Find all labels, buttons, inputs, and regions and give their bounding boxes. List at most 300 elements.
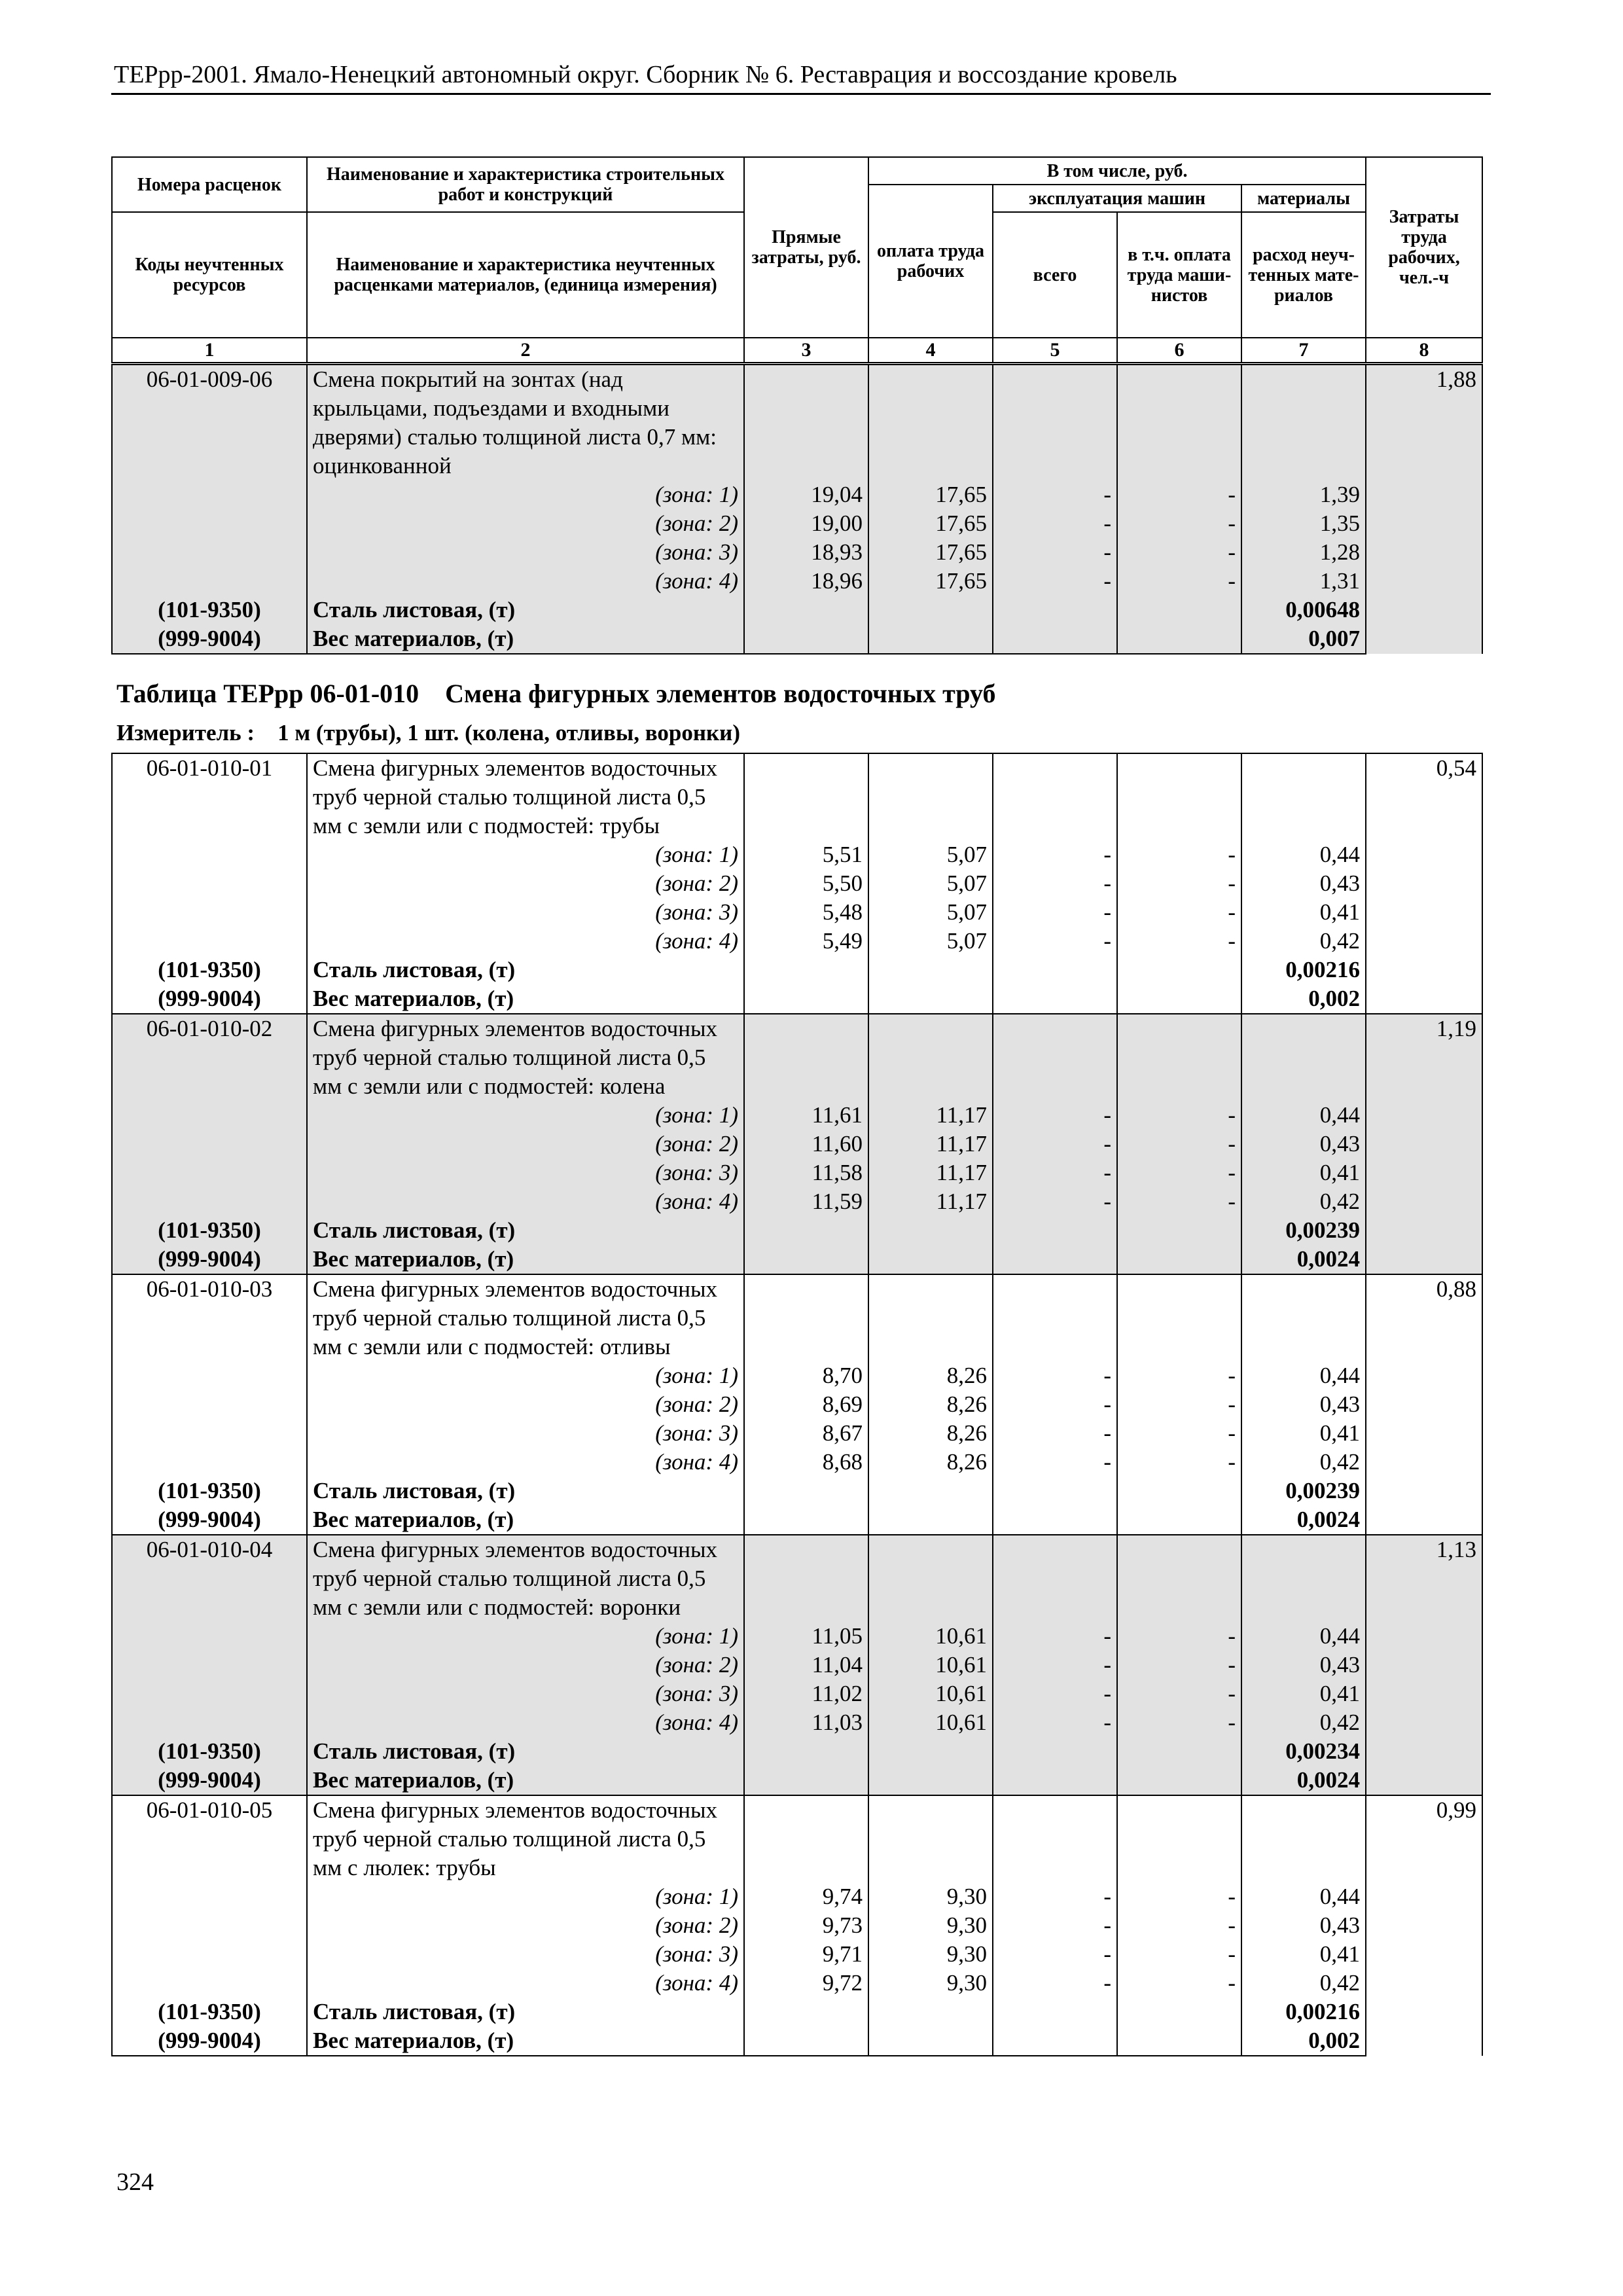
resource-name: Вес материалов, (т) xyxy=(307,624,744,654)
machines-total-value: - xyxy=(993,927,1117,956)
machinist-wages-value: - xyxy=(1117,1708,1241,1737)
empty-cell xyxy=(868,2026,993,2056)
machinist-wages-value: - xyxy=(1117,898,1241,927)
direct-costs-value: 5,50 xyxy=(744,869,868,898)
zone-label: (зона: 3) xyxy=(307,1419,744,1448)
materials-value: 0,42 xyxy=(1241,927,1366,956)
resource-name: Сталь листовая, (т) xyxy=(307,1477,744,1505)
empty-cell xyxy=(744,1245,868,1274)
zone-label: (зона: 4) xyxy=(307,927,744,956)
empty-cell xyxy=(112,480,307,509)
empty-cell xyxy=(112,1101,307,1130)
resource-name: Сталь листовая, (т) xyxy=(307,1216,744,1245)
rate-entry-header-row xyxy=(112,1535,1482,1622)
empty-cell xyxy=(1241,1535,1366,1622)
direct-costs-value: 5,51 xyxy=(744,840,868,869)
materials-value: 0,43 xyxy=(1241,1130,1366,1158)
empty-cell xyxy=(993,1737,1117,1766)
empty-cell xyxy=(744,1795,868,1882)
rates-table-06-01-009 xyxy=(111,364,1483,655)
rate-code: 06-01-010-01 xyxy=(112,753,307,840)
zone-label: (зона: 3) xyxy=(307,538,744,567)
materials-value: 0,42 xyxy=(1241,1708,1366,1737)
resource-row xyxy=(112,956,1482,984)
worker-wages-value: 11,17 xyxy=(868,1158,993,1187)
running-header: ТЕРрр-2001. Ямало-Ненецкий автономный округ. Сборник № 6. Реставрация и воссоздание кровель xyxy=(114,61,1177,88)
materials-value: 0,43 xyxy=(1241,869,1366,898)
empty-cell xyxy=(868,624,993,654)
empty-cell xyxy=(1117,1535,1241,1622)
worker-wages-value: 10,61 xyxy=(868,1679,993,1708)
zone-row xyxy=(112,1911,1482,1940)
empty-cell xyxy=(112,509,307,538)
resource-row xyxy=(112,596,1482,624)
page-number: 324 xyxy=(116,2168,154,2196)
resource-code: (999-9004) xyxy=(112,1505,307,1535)
machines-total-value: - xyxy=(993,1708,1117,1737)
empty-cell xyxy=(112,1969,307,1998)
direct-costs-value: 11,61 xyxy=(744,1101,868,1130)
resource-consumption: 0,00234 xyxy=(1241,1737,1366,1766)
worker-wages-value: 9,30 xyxy=(868,1882,993,1911)
materials-value: 0,43 xyxy=(1241,1651,1366,1679)
empty-cell xyxy=(1241,365,1366,480)
empty-cell xyxy=(744,2026,868,2056)
direct-costs-value: 9,71 xyxy=(744,1940,868,1969)
col-header-material-consumption: расход неуч-тенных мате-риалов xyxy=(1241,212,1366,338)
materials-value: 0,41 xyxy=(1241,1940,1366,1969)
empty-cell xyxy=(1117,1216,1241,1245)
machines-total-value: - xyxy=(993,567,1117,596)
empty-cell xyxy=(744,1998,868,2026)
empty-cell xyxy=(112,1679,307,1708)
empty-cell xyxy=(744,596,868,624)
empty-cell xyxy=(744,1766,868,1795)
zone-row xyxy=(112,1882,1482,1911)
resource-code: (101-9350) xyxy=(112,1216,307,1245)
empty-cell xyxy=(1117,1014,1241,1101)
col-number: 6 xyxy=(1117,338,1241,363)
rate-code: 06-01-009-06 xyxy=(112,365,307,480)
materials-value: 0,42 xyxy=(1241,1969,1366,1998)
empty-cell xyxy=(744,956,868,984)
worker-wages-value: 17,65 xyxy=(868,509,993,538)
direct-costs-value: 11,59 xyxy=(744,1187,868,1216)
zone-label: (зона: 1) xyxy=(307,1101,744,1130)
meter-value: 1 м (трубы), 1 шт. (колена, отливы, воронки) xyxy=(277,720,740,745)
machines-total-value: - xyxy=(993,869,1117,898)
zone-label: (зона: 3) xyxy=(307,1158,744,1187)
empty-cell xyxy=(1117,365,1241,480)
zone-row xyxy=(112,1419,1482,1448)
machines-total-value: - xyxy=(993,480,1117,509)
zone-label: (зона: 4) xyxy=(307,1187,744,1216)
empty-cell xyxy=(1241,1274,1366,1361)
empty-cell xyxy=(112,1130,307,1158)
rate-code: 06-01-010-05 xyxy=(112,1795,307,1882)
empty-cell xyxy=(993,596,1117,624)
zone-row xyxy=(112,927,1482,956)
zone-row xyxy=(112,1969,1482,1998)
table-meter xyxy=(116,719,740,747)
direct-costs-value: 8,69 xyxy=(744,1390,868,1419)
rate-entry-header-row xyxy=(112,1795,1482,1882)
empty-cell xyxy=(112,1390,307,1419)
zone-row xyxy=(112,1158,1482,1187)
zone-row xyxy=(112,1708,1482,1737)
machines-total-value: - xyxy=(993,1130,1117,1158)
resource-row xyxy=(112,1477,1482,1505)
resource-code: (101-9350) xyxy=(112,1737,307,1766)
rate-code: 06-01-010-03 xyxy=(112,1274,307,1361)
col-header-material-names: Наименование и характеристика неучтенных расценками материалов, (единица измерения) xyxy=(307,212,744,338)
worker-wages-value: 5,07 xyxy=(868,927,993,956)
empty-cell xyxy=(744,1014,868,1101)
table-caption-number: Таблица ТЕРрр 06-01-010 xyxy=(116,679,419,708)
resource-code: (999-9004) xyxy=(112,1245,307,1274)
materials-value: 0,41 xyxy=(1241,898,1366,927)
machinist-wages-value: - xyxy=(1117,1361,1241,1390)
zone-label: (зона: 3) xyxy=(307,1940,744,1969)
empty-cell xyxy=(1117,624,1241,654)
machinist-wages-value: - xyxy=(1117,1622,1241,1651)
worker-wages-value: 11,17 xyxy=(868,1101,993,1130)
machinist-wages-value: - xyxy=(1117,1969,1241,1998)
zone-row xyxy=(112,1101,1482,1130)
col-header-labor-costs: Затраты труда рабочих, чел.-ч xyxy=(1366,157,1482,338)
machinist-wages-value: - xyxy=(1117,567,1241,596)
empty-cell xyxy=(112,567,307,596)
empty-cell xyxy=(112,1708,307,1737)
resource-code: (999-9004) xyxy=(112,984,307,1014)
empty-cell xyxy=(1117,1274,1241,1361)
empty-cell xyxy=(1117,1245,1241,1274)
empty-cell xyxy=(744,1737,868,1766)
resource-name: Сталь листовая, (т) xyxy=(307,956,744,984)
resource-consumption: 0,002 xyxy=(1241,984,1366,1014)
materials-value: 1,28 xyxy=(1241,538,1366,567)
machines-total-value: - xyxy=(993,538,1117,567)
worker-wages-value: 9,30 xyxy=(868,1911,993,1940)
materials-value: 1,31 xyxy=(1241,567,1366,596)
direct-costs-value: 9,73 xyxy=(744,1911,868,1940)
col-header-resource-codes: Коды неучтенных ресурсов xyxy=(112,212,307,338)
materials-value: 0,44 xyxy=(1241,1361,1366,1390)
rate-description: Смена фигурных элементов водосточных труб черной сталью толщиной листа 0,5 мм с земли или с подмостей: трубы xyxy=(307,753,744,840)
empty-cell xyxy=(744,1216,868,1245)
zone-row xyxy=(112,1390,1482,1419)
empty-cell xyxy=(993,2026,1117,2056)
empty-cell xyxy=(1117,1737,1241,1766)
zone-label: (зона: 3) xyxy=(307,898,744,927)
rate-description: Смена фигурных элементов водосточных труб черной сталью толщиной листа 0,5 мм с люлек: трубы xyxy=(307,1795,744,1882)
zone-label: (зона: 3) xyxy=(307,1679,744,1708)
resource-consumption: 0,00216 xyxy=(1241,956,1366,984)
zone-label: (зона: 4) xyxy=(307,1969,744,1998)
col-number: 1 xyxy=(112,338,307,363)
zone-label: (зона: 4) xyxy=(307,567,744,596)
resource-name: Сталь листовая, (т) xyxy=(307,1998,744,2026)
zone-label: (зона: 2) xyxy=(307,1911,744,1940)
empty-cell xyxy=(868,1477,993,1505)
rate-description: Смена фигурных элементов водосточных труб черной сталью толщиной листа 0,5 мм с земли или с подмостей: колена xyxy=(307,1014,744,1101)
machinist-wages-value: - xyxy=(1117,538,1241,567)
meter-label: Измеритель : xyxy=(116,720,255,745)
materials-value: 0,41 xyxy=(1241,1679,1366,1708)
materials-value: 1,35 xyxy=(1241,509,1366,538)
empty-cell xyxy=(868,753,993,840)
resource-code: (101-9350) xyxy=(112,1998,307,2026)
resource-code: (999-9004) xyxy=(112,624,307,654)
worker-wages-value: 10,61 xyxy=(868,1708,993,1737)
resource-row xyxy=(112,984,1482,1014)
direct-costs-value: 19,00 xyxy=(744,509,868,538)
table-caption-name: Смена фигурных элементов водосточных труб xyxy=(445,679,996,708)
worker-wages-value: 11,17 xyxy=(868,1130,993,1158)
empty-cell xyxy=(112,1651,307,1679)
resource-code: (101-9350) xyxy=(112,596,307,624)
empty-cell xyxy=(868,1535,993,1622)
empty-cell xyxy=(1117,956,1241,984)
zone-label: (зона: 4) xyxy=(307,1708,744,1737)
resource-name: Сталь листовая, (т) xyxy=(307,1737,744,1766)
zone-row xyxy=(112,869,1482,898)
rates-table-06-01-010 xyxy=(111,753,1483,2056)
machines-total-value: - xyxy=(993,1390,1117,1419)
zone-row xyxy=(112,1187,1482,1216)
resource-consumption: 0,0024 xyxy=(1241,1245,1366,1274)
col-number: 5 xyxy=(993,338,1117,363)
machines-total-value: - xyxy=(993,509,1117,538)
machinist-wages-value: - xyxy=(1117,1419,1241,1448)
empty-cell xyxy=(993,1795,1117,1882)
empty-cell xyxy=(993,753,1117,840)
zone-label: (зона: 1) xyxy=(307,480,744,509)
machinist-wages-value: - xyxy=(1117,1101,1241,1130)
zone-label: (зона: 2) xyxy=(307,509,744,538)
rate-entry-header-row xyxy=(112,1014,1482,1101)
materials-value: 0,41 xyxy=(1241,1419,1366,1448)
direct-costs-value: 11,58 xyxy=(744,1158,868,1187)
empty-cell xyxy=(112,927,307,956)
resource-row xyxy=(112,1998,1482,2026)
rate-code: 06-01-010-04 xyxy=(112,1535,307,1622)
machines-total-value: - xyxy=(993,1882,1117,1911)
zone-row xyxy=(112,538,1482,567)
empty-cell xyxy=(744,365,868,480)
zone-row xyxy=(112,898,1482,927)
empty-cell xyxy=(112,1448,307,1477)
empty-cell xyxy=(1117,1795,1241,1882)
empty-cell xyxy=(993,1014,1117,1101)
direct-costs-value: 11,60 xyxy=(744,1130,868,1158)
empty-cell xyxy=(112,538,307,567)
empty-cell xyxy=(744,1505,868,1535)
zone-label: (зона: 1) xyxy=(307,840,744,869)
column-header-table xyxy=(111,156,1483,363)
empty-cell xyxy=(1117,1477,1241,1505)
resource-row xyxy=(112,1505,1482,1535)
resource-consumption: 0,00648 xyxy=(1241,596,1366,624)
labor-costs: 0,54 xyxy=(1366,753,1482,1014)
empty-cell xyxy=(1117,984,1241,1014)
direct-costs-value: 5,49 xyxy=(744,927,868,956)
empty-cell xyxy=(744,1535,868,1622)
zone-label: (зона: 2) xyxy=(307,1390,744,1419)
direct-costs-value: 8,70 xyxy=(744,1361,868,1390)
materials-value: 0,43 xyxy=(1241,1390,1366,1419)
rate-entry-header-row xyxy=(112,365,1482,480)
empty-cell xyxy=(744,753,868,840)
labor-costs: 1,88 xyxy=(1366,365,1482,654)
direct-costs-value: 8,68 xyxy=(744,1448,868,1477)
direct-costs-value: 9,74 xyxy=(744,1882,868,1911)
zone-row xyxy=(112,567,1482,596)
empty-cell xyxy=(112,869,307,898)
machines-total-value: - xyxy=(993,1911,1117,1940)
empty-cell xyxy=(868,1795,993,1882)
empty-cell xyxy=(112,1187,307,1216)
resource-code: (999-9004) xyxy=(112,1766,307,1795)
resource-row xyxy=(112,1766,1482,1795)
resource-row xyxy=(112,1216,1482,1245)
empty-cell xyxy=(868,1274,993,1361)
resource-consumption: 0,00239 xyxy=(1241,1216,1366,1245)
empty-cell xyxy=(868,1245,993,1274)
machines-total-value: - xyxy=(993,1187,1117,1216)
resource-row xyxy=(112,1245,1482,1274)
machinist-wages-value: - xyxy=(1117,1448,1241,1477)
empty-cell xyxy=(868,1216,993,1245)
machines-total-value: - xyxy=(993,1361,1117,1390)
col-header-worker-wages: оплата труда рабочих xyxy=(868,185,993,338)
empty-cell xyxy=(993,1535,1117,1622)
empty-cell xyxy=(1241,1014,1366,1101)
zone-label: (зона: 2) xyxy=(307,869,744,898)
empty-cell xyxy=(868,365,993,480)
worker-wages-value: 11,17 xyxy=(868,1187,993,1216)
empty-cell xyxy=(1117,1998,1241,2026)
machinist-wages-value: - xyxy=(1117,1882,1241,1911)
worker-wages-value: 10,61 xyxy=(868,1622,993,1651)
header-rule xyxy=(111,93,1491,95)
empty-cell xyxy=(1241,1795,1366,1882)
worker-wages-value: 9,30 xyxy=(868,1940,993,1969)
zone-label: (зона: 2) xyxy=(307,1651,744,1679)
empty-cell xyxy=(112,1419,307,1448)
resource-code: (101-9350) xyxy=(112,1477,307,1505)
empty-cell xyxy=(868,596,993,624)
machines-total-value: - xyxy=(993,1622,1117,1651)
machines-total-value: - xyxy=(993,1419,1117,1448)
resource-code: (101-9350) xyxy=(112,956,307,984)
resource-consumption: 0,002 xyxy=(1241,2026,1366,2056)
empty-cell xyxy=(993,1245,1117,1274)
resource-consumption: 0,007 xyxy=(1241,624,1366,654)
zone-label: (зона: 2) xyxy=(307,1130,744,1158)
direct-costs-value: 11,03 xyxy=(744,1708,868,1737)
rate-entry-header-row xyxy=(112,1274,1482,1361)
zone-row xyxy=(112,1448,1482,1477)
worker-wages-value: 5,07 xyxy=(868,869,993,898)
machinist-wages-value: - xyxy=(1117,1940,1241,1969)
resource-name: Вес материалов, (т) xyxy=(307,2026,744,2056)
col-header-work-name: Наименование и характеристика строительных работ и конструкций xyxy=(307,157,744,212)
empty-cell xyxy=(1117,2026,1241,2056)
worker-wages-value: 17,65 xyxy=(868,538,993,567)
machinist-wages-value: - xyxy=(1117,1911,1241,1940)
direct-costs-value: 5,48 xyxy=(744,898,868,927)
empty-cell xyxy=(993,1505,1117,1535)
empty-cell xyxy=(868,1014,993,1101)
direct-costs-value: 8,67 xyxy=(744,1419,868,1448)
machines-total-value: - xyxy=(993,1940,1117,1969)
machinist-wages-value: - xyxy=(1117,927,1241,956)
zone-row xyxy=(112,1940,1482,1969)
col-header-direct-costs: Прямые затраты, руб. xyxy=(744,157,868,338)
materials-value: 0,41 xyxy=(1241,1158,1366,1187)
worker-wages-value: 8,26 xyxy=(868,1361,993,1390)
resource-row xyxy=(112,1737,1482,1766)
empty-cell xyxy=(868,1766,993,1795)
empty-cell xyxy=(993,1766,1117,1795)
zone-row xyxy=(112,1361,1482,1390)
empty-cell xyxy=(868,1737,993,1766)
machines-total-value: - xyxy=(993,1448,1117,1477)
col-number: 2 xyxy=(307,338,744,363)
empty-cell xyxy=(993,984,1117,1014)
zone-row xyxy=(112,1679,1482,1708)
worker-wages-value: 5,07 xyxy=(868,898,993,927)
materials-value: 0,42 xyxy=(1241,1448,1366,1477)
empty-cell xyxy=(112,840,307,869)
empty-cell xyxy=(1117,596,1241,624)
zone-label: (зона: 4) xyxy=(307,1448,744,1477)
empty-cell xyxy=(868,1998,993,2026)
machines-total-value: - xyxy=(993,1158,1117,1187)
materials-value: 0,44 xyxy=(1241,1101,1366,1130)
worker-wages-value: 8,26 xyxy=(868,1419,993,1448)
empty-cell xyxy=(112,898,307,927)
machinist-wages-value: - xyxy=(1117,1187,1241,1216)
materials-value: 0,43 xyxy=(1241,1911,1366,1940)
zone-label: (зона: 1) xyxy=(307,1361,744,1390)
empty-cell xyxy=(993,365,1117,480)
empty-cell xyxy=(993,1477,1117,1505)
zone-label: (зона: 1) xyxy=(307,1882,744,1911)
empty-cell xyxy=(993,1216,1117,1245)
materials-value: 0,44 xyxy=(1241,1882,1366,1911)
empty-cell xyxy=(1117,1766,1241,1795)
empty-cell xyxy=(868,956,993,984)
zone-row xyxy=(112,480,1482,509)
col-header-machinist-wages: в т.ч. оплата труда маши-нистов xyxy=(1117,212,1241,338)
col-number: 3 xyxy=(744,338,868,363)
machinist-wages-value: - xyxy=(1117,480,1241,509)
resource-consumption: 0,0024 xyxy=(1241,1766,1366,1795)
empty-cell xyxy=(1117,753,1241,840)
machinist-wages-value: - xyxy=(1117,1130,1241,1158)
worker-wages-value: 5,07 xyxy=(868,840,993,869)
worker-wages-value: 8,26 xyxy=(868,1448,993,1477)
empty-cell xyxy=(112,1622,307,1651)
machinist-wages-value: - xyxy=(1117,1390,1241,1419)
empty-cell xyxy=(1241,753,1366,840)
empty-cell xyxy=(112,1158,307,1187)
materials-value: 0,42 xyxy=(1241,1187,1366,1216)
col-header-materials: материалы xyxy=(1241,185,1366,212)
rate-code: 06-01-010-02 xyxy=(112,1014,307,1101)
